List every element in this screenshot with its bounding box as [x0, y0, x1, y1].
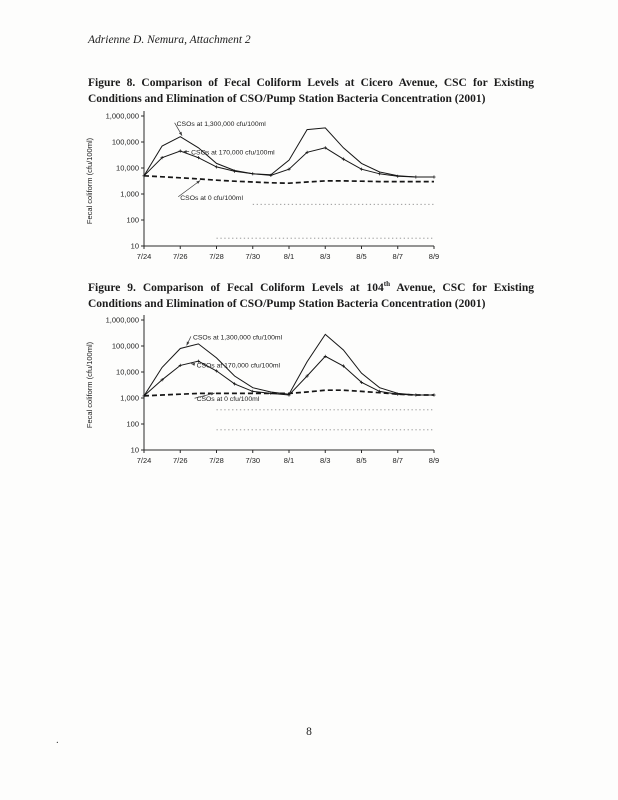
figure8-chart [82, 106, 462, 281]
x-tick-label: 8/9 [428, 456, 440, 465]
y-tick-label: 100,000 [111, 341, 139, 351]
y-tick-label: 1,000,000 [105, 315, 139, 325]
annotation-text: CSOs at 1,300,000 cfu/100ml [192, 334, 283, 342]
annotation-text: CSOs at 0 cfu/100ml [180, 194, 243, 202]
x-tick-label: 7/28 [209, 252, 224, 261]
figure8-caption [88, 76, 534, 108]
annotation-text: CSOs at 170,000 cfu/100ml [196, 362, 281, 370]
x-tick-label: 8/1 [283, 456, 295, 465]
annotation-arrowhead [187, 342, 190, 346]
x-tick-label: 8/3 [320, 252, 331, 261]
series-line [144, 356, 434, 396]
series-line [144, 176, 434, 183]
y-tick-label: 1,000,000 [105, 111, 139, 121]
annotation-text: CSOs at 170,000 cfu/100ml [191, 149, 275, 157]
x-tick-label: 8/3 [320, 456, 331, 465]
y-tick-label: 100 [126, 419, 139, 429]
figure9-caption-text-2: Avenue, CSC for Existing Conditions and Elimination of CSO/Pump Station Bacteria Concentration (2001) [88, 281, 535, 310]
x-tick-label: 8/5 [356, 252, 367, 261]
x-tick-label: 7/24 [136, 456, 152, 465]
y-tick-label: 10 [130, 445, 139, 455]
x-tick-label: 7/30 [245, 252, 261, 261]
x-tick-label: 8/7 [392, 252, 403, 261]
y-tick-label: 100 [126, 215, 139, 225]
y-tick-label: 10,000 [116, 367, 139, 377]
figure9-caption-text-1: Comparison of Fecal Coliform Levels at 104 [142, 281, 384, 294]
x-tick-label: 7/26 [172, 456, 188, 465]
y-tick-label: 1,000 [120, 189, 139, 199]
annotation-arrowhead [179, 132, 182, 136]
x-tick-label: 8/1 [283, 252, 295, 261]
figure9-chart-svg [82, 310, 462, 480]
figure9-chart [82, 310, 462, 485]
scan-artifact-dot: . [56, 734, 59, 746]
y-tick-label: 10,000 [116, 163, 139, 173]
y-axis-title: Fecal coliform (cfu/100ml) [85, 137, 94, 225]
x-tick-label: 8/9 [428, 252, 440, 261]
x-tick-label: 7/30 [245, 456, 261, 465]
figure9-caption-label: Figure 9. [88, 281, 136, 294]
y-axis-title: Fecal coliform (cfu/100ml) [85, 341, 94, 429]
figure8-caption-text: Comparison of Fecal Coliform Levels at Cicero Avenue, CSC for Existing Conditions and Elimination of CSO/Pump Station Bacteria Concentration (2001) [88, 77, 534, 105]
figure8-chart-svg [82, 106, 462, 276]
x-tick-label: 7/26 [172, 252, 188, 261]
document-header: Adrienne D. Nemura, Attachment 2 [88, 34, 251, 46]
x-tick-label: 7/28 [209, 456, 224, 465]
figure9-caption-superscript: th [383, 280, 391, 288]
y-tick-label: 10 [130, 241, 139, 251]
series-line [144, 148, 434, 177]
page-number: 8 [306, 726, 312, 738]
x-tick-label: 7/24 [136, 252, 152, 261]
annotation-text: CSOs at 1,300,000 cfu/100ml [176, 120, 266, 128]
y-tick-label: 100,000 [111, 137, 139, 147]
annotation-text: CSOs at 0 cfu/100ml [196, 396, 260, 404]
y-tick-label: 1,000 [120, 393, 139, 403]
figure8-caption-label: Figure 8. [88, 77, 136, 89]
x-tick-label: 8/5 [356, 456, 367, 465]
x-tick-label: 8/7 [392, 456, 403, 465]
figure9-caption [88, 280, 534, 313]
